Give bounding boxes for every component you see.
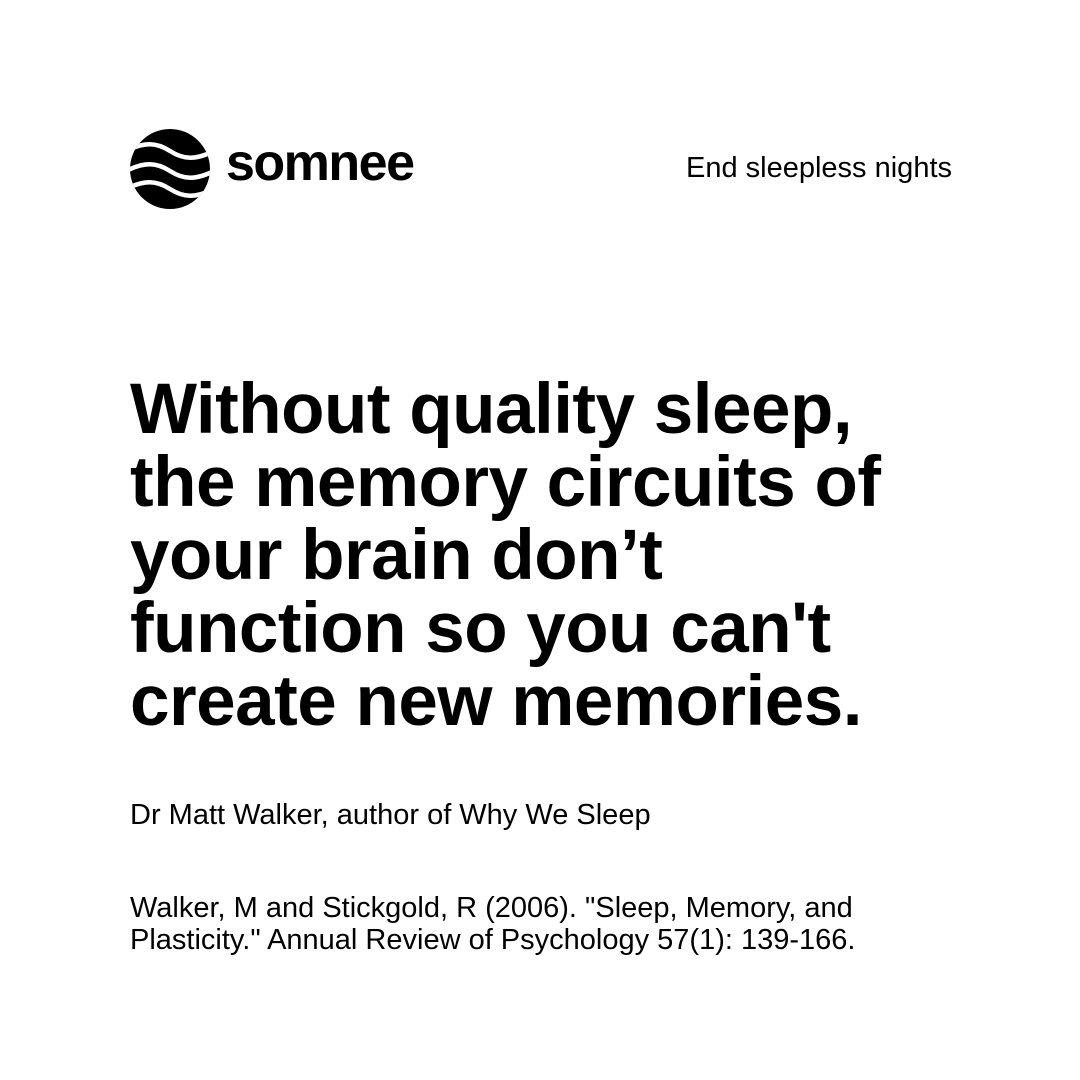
tagline: End sleepless nights — [686, 152, 952, 184]
citation-line: Plasticity." Annual Review of Psychology 57(1): 139-166. — [130, 924, 856, 956]
quote-line: Without quality sleep, — [130, 370, 853, 449]
citation-line: Walker, M and Stickgold, R (2006). "Sleep, Memory, and — [130, 892, 853, 924]
brand-name: somnee — [226, 134, 414, 192]
wave-sphere-logo-icon — [130, 129, 210, 209]
brand-logo[interactable] — [130, 128, 414, 210]
quote-line: the memory circuits of — [130, 443, 881, 522]
citation — [130, 892, 855, 956]
page-header — [130, 128, 952, 210]
quote-attribution: Dr Matt Walker, author of Why We Sleep — [130, 799, 651, 831]
quote-line: function so you can't — [130, 589, 831, 668]
quote-text — [130, 370, 970, 741]
quote-line: your brain don’t — [130, 516, 663, 595]
quote-line: create new memories. — [130, 662, 862, 741]
